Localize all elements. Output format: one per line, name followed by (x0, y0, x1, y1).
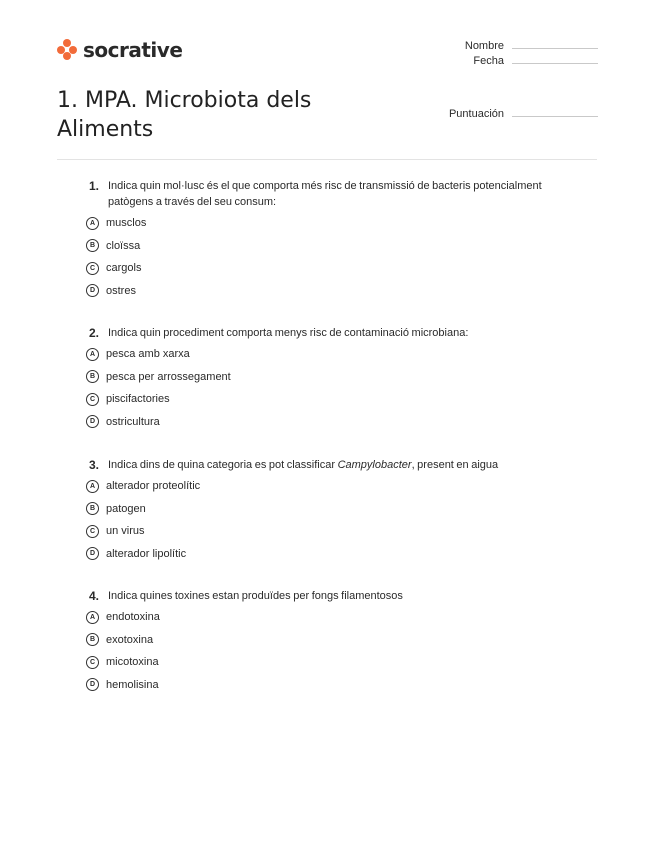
option-a-badge: A (86, 480, 99, 493)
option-a[interactable] (85, 212, 575, 235)
option-b[interactable] (85, 366, 575, 389)
socrative-logo-icon (57, 38, 77, 62)
option-text: alterador lipolític (106, 547, 187, 560)
fecha-label: Fecha (473, 55, 504, 67)
option-text: micotoxina (106, 656, 159, 669)
option-a[interactable] (85, 606, 575, 629)
option-text: cloïssa (106, 239, 141, 252)
option-a-badge: A (86, 611, 99, 624)
option-text: ostricultura (106, 415, 160, 428)
page-title: 1. MPA. Microbiota dels Aliments (57, 88, 312, 142)
question-number: 4. (89, 589, 100, 603)
option-d-badge: D (86, 547, 99, 560)
option-d-badge: D (86, 284, 99, 297)
fecha-field[interactable] (462, 55, 598, 67)
option-d-badge: D (86, 678, 99, 691)
option-c-badge: C (86, 525, 99, 538)
option-a-badge: A (86, 348, 99, 361)
option-d[interactable] (85, 411, 575, 434)
puntuacion-label: Puntuación (448, 108, 504, 120)
option-text: ostres (106, 284, 136, 297)
option-b[interactable] (85, 235, 575, 258)
option-d[interactable] (85, 280, 575, 303)
question-1 (85, 178, 575, 302)
option-text: pesca per arrossegament (106, 370, 231, 383)
fecha-line (512, 62, 598, 64)
question-4 (85, 588, 575, 696)
option-c[interactable] (85, 520, 575, 543)
nombre-label: Nombre (464, 40, 504, 52)
option-c-badge: C (86, 393, 99, 406)
puntuacion-line (512, 115, 598, 117)
header-divider (57, 159, 597, 160)
option-b-badge: B (86, 502, 99, 515)
option-text: cargols (106, 262, 142, 275)
option-text: patogen (106, 502, 146, 515)
option-b[interactable] (85, 629, 575, 652)
question-3 (85, 457, 575, 565)
option-text: pesca amb xarxa (106, 348, 190, 361)
option-text: alterador proteolític (106, 480, 201, 493)
option-text: musclos (106, 217, 147, 230)
option-c[interactable] (85, 651, 575, 674)
question-text: Indica quin mol·lusc és el que comporta més risc de transmissió de bacteris potencialment patògens a través del seu consum: (108, 180, 542, 208)
option-c[interactable] (85, 257, 575, 280)
option-a[interactable] (85, 475, 575, 498)
option-b-badge: B (86, 633, 99, 646)
option-text: endotoxina (106, 611, 160, 624)
brand-name: socrative (83, 38, 183, 62)
socrative-logo (57, 38, 182, 62)
option-text: un virus (106, 525, 145, 538)
question-number: 1. (89, 179, 100, 193)
option-text: piscifactories (106, 393, 170, 406)
question-text: Indica quin procediment comporta menys risc de contaminació microbiana: (108, 327, 469, 339)
option-c[interactable] (85, 388, 575, 411)
option-c-badge: C (86, 262, 99, 275)
question-2 (85, 325, 575, 433)
question-number: 3. (89, 458, 100, 472)
nombre-field[interactable] (462, 40, 598, 52)
option-b[interactable] (85, 498, 575, 521)
option-d-badge: D (86, 415, 99, 428)
nombre-line (512, 47, 598, 49)
option-b-badge: B (86, 239, 99, 252)
option-text: exotoxina (106, 633, 154, 646)
question-text: Indica dins de quina categoria es pot classificar Campylobacter, present en aigua (108, 459, 499, 471)
option-c-badge: C (86, 656, 99, 669)
option-text: hemolisina (106, 678, 159, 691)
question-text: Indica quines toxines estan produïdes per fongs filamentosos (108, 590, 403, 602)
option-b-badge: B (86, 370, 99, 383)
question-number: 2. (89, 326, 100, 340)
option-d[interactable] (85, 543, 575, 566)
option-a[interactable] (85, 343, 575, 366)
option-a-badge: A (86, 217, 99, 230)
option-d[interactable] (85, 674, 575, 697)
puntuacion-field[interactable] (446, 108, 598, 120)
